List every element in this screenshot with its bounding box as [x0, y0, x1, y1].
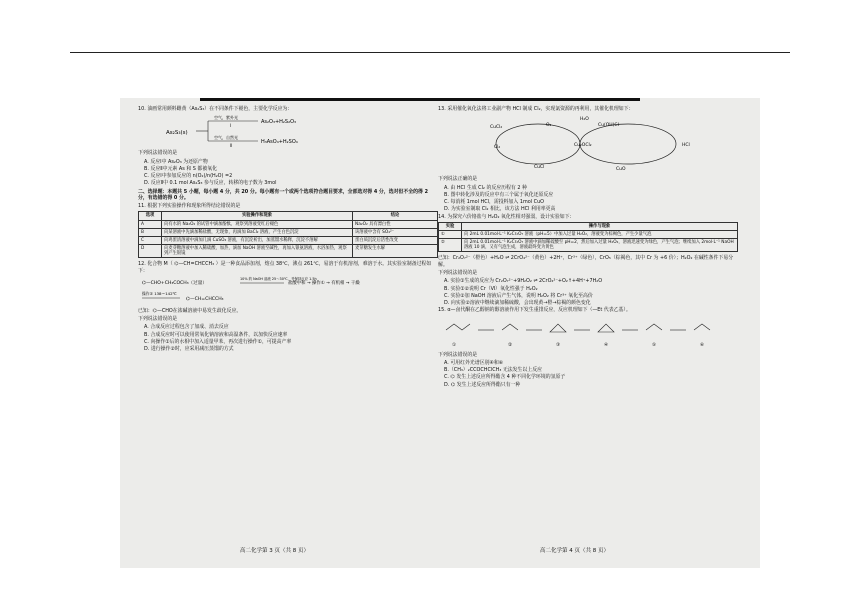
q12-stem: 12. 化合物 M（ ⌬—CH=CHCCH₃ ）是一种食品添加剂，熔点 38℃，沸点 261℃，易溶于有机溶剂，难溶于水。其实验室制备过程如下： — [138, 261, 432, 274]
q15-prompt: 下列说法错误的是 — [438, 351, 478, 358]
q15-option-a: A. 可用红外光谱区别④和⑥ — [444, 359, 504, 366]
q15-marker-1: ① — [452, 342, 457, 348]
q13-catalytic-cycle — [438, 114, 738, 174]
q14-stem: 14. 为探究六价铬盐与 H₂O₂ 氧化性相对强弱，设计实验如下： — [438, 213, 575, 220]
q13-label-h2o: H₂O — [580, 117, 589, 123]
page-footer-left: 高二化学第 3 页（共 8 页） — [240, 548, 309, 554]
q11-cell: D — [139, 245, 162, 258]
q13-stem: 13. 采用催化氧化法将工业副产物 HCl 制成 Cl₂，实现氯资源的再利用，其催化机理如下： — [438, 106, 634, 112]
q12-route-steps: 盐酸中和 → 操作① → 有机相 → 干燥 — [288, 280, 360, 286]
q14-cell: ② — [439, 239, 462, 252]
q12-known: 已知：⌬—CHO在浓碱溶液中易发生歧化反应。 — [138, 307, 242, 314]
q14-table — [438, 222, 738, 253]
q10-option-c: C. 反应Ⅰ中参加反应的 n(O₂)/n(H₂O) =2 — [144, 173, 233, 180]
q10-top-condition: 空气，紫外光 — [214, 115, 238, 121]
q11-cell: C — [139, 236, 162, 244]
q13-label-cuo: CuO — [616, 167, 626, 173]
q11-cell: 向麦芽糖溶液中加入稀硫酸，加热，滴加 NaOH 溶液至碱性，再加入银氨溶液，水浴加热，观察到产生银镜 — [162, 245, 353, 258]
q13-label-hcl: HCl — [682, 143, 690, 149]
table-row — [139, 220, 438, 228]
q14-cell: 向 2mL 0.01mol·L⁻¹ K₂Cr₂O₇ 溶液（pH=5）中加入过量 H₂O₂，溶液变为棕褐色，产生少量气泡 — [462, 231, 738, 239]
q11-cell: A — [139, 220, 162, 228]
q15-marker-2: ② — [508, 342, 513, 348]
q10-reaction-scheme — [138, 114, 438, 148]
section-2-heading: 二、选择题：本题共 5 小题，每小题 4 分，共 20 分。每小题有一个或两个选项符合题目要求，全部选对得 4 分，选对但不全的得 2 分，有选错的得 0 分。 — [138, 188, 429, 201]
q10-option-b: B. 反应Ⅱ中元素 As 和 S 都被氧化 — [144, 165, 217, 172]
q15-option-d: D. ⌬ 发生上述反应所得酯只有一种 — [444, 381, 521, 388]
q12-option-a: A. 合成反应过程包含了加成、消去反应 — [144, 324, 229, 331]
q10-bottom-product: H₃AsO₄+H₂SO₄ — [261, 139, 298, 146]
q11-cell: 向有水的 Na₂O₂ 的试管中滴加酚酞，观察到溶液变红后褪色 — [162, 220, 353, 228]
q10-option-d: D. 反应Ⅱ中 0.1 mol As₂S₃ 参与反应，转移的电子数为 3mol — [144, 180, 277, 187]
q10-bottom-label: Ⅱ — [230, 143, 232, 149]
q13-label-o2: O₂ — [546, 123, 552, 129]
q15-marker-4: ④ — [604, 342, 609, 348]
q11-table — [138, 211, 438, 258]
q10-stem: 10. 油画常用颜料雌黄（As₂S₃）在不同条件下褪色，主要化学反应为： — [138, 106, 293, 112]
q14-option-c: C. 实验②加 NaOH 溶液后产生气体，说明 H₂O₂ 将 Cr³⁺ 氧化至高价 — [444, 292, 593, 299]
q13-option-a: A. 由 HCl 生成 Cl₂ 的反应历程有 2 种 — [444, 184, 527, 191]
q12-route-step2: 操作② 138～142℃ — [142, 290, 177, 296]
q14-known: 已知：Cr₂O₇²⁻（橙色）+H₂O ⇌ 2CrO₄²⁻（黄色）+2H⁺，Cr³⁺（绿色），CrO₅（棕褐色，其中 Cr 为 +6 价）；H₂O₂ 在碱性条件下易分解。 — [438, 255, 734, 268]
q15-marker-6: ⑥ — [700, 342, 705, 348]
q11-stem: 11. 根据下列实验操作和现象所得结论错误的是 — [138, 203, 241, 210]
q13-label-cl2: Cl₂ — [494, 145, 501, 151]
q15-marker-5: ⑤ — [652, 342, 657, 348]
q11-cell: Na₂O₂ 具有漂白性 — [353, 220, 438, 228]
q10-prompt: 下列说法错误的是 — [138, 150, 178, 157]
q12-option-c: C. 向操作①后的水相中加入适量甲苯，再次进行操作①，可提高产率 — [144, 338, 292, 345]
q15-stem: 15. α—卤代酮在乙醇钠的醇溶液作用下发生重排反应，反应机理如下（—Et 代表乙基）。 — [438, 307, 631, 314]
q12-synthesis-route — [138, 276, 438, 306]
q13-option-d: D. 为实验室制取 Cl₂ 相比，该方法 HCl 利用率更高 — [444, 206, 556, 213]
q14-option-a: A. 实验①生成的反应为 Cr₂O₇²⁻+9H₂O₂ ⇌ 2CrO₄²⁻+O₂↑+4H⁺+7H₂O — [444, 278, 603, 285]
q15-option-b: B.（CH₃）₂CCOCHClCH₃ 无法发生以上反应 — [444, 367, 542, 374]
q15-option-c: C. ⌬ 发生上述反应所得酯含 4 种不同化学环境的氢原子 — [444, 374, 566, 381]
q12-route-start: ⌬—CHO+CH₃COCH₃（过量） — [142, 280, 207, 286]
q14-header-operation: 操作与现象 — [462, 222, 738, 230]
q10-bottom-condition: 空气，自然光 — [214, 135, 238, 141]
q11-header-option: 选项 — [139, 212, 162, 220]
scanned-exam-page — [120, 98, 760, 568]
q12-option-b: B. 合成反应时可以使用常氧化钠溶液和高温条件，以加快反应速率 — [144, 331, 288, 338]
q11-header-operation: 实验操作和现象 — [162, 212, 353, 220]
q13-label-cu2ocl2: Cu₂OCl₂ — [574, 143, 592, 149]
q14-cell: ① — [439, 231, 462, 239]
q12-route-end: ⌬—CH=CHCCH₃ — [186, 296, 224, 302]
table-row — [139, 236, 438, 244]
table-row — [439, 239, 738, 252]
table-row — [439, 231, 738, 239]
q10-reactant: As₂S₃(s) — [166, 130, 188, 137]
q11-cell: 向鸡蛋清溶液中滴加几滴 CuSO₄ 溶液，有沉淀析出，加蒸馏水稀释，沉淀不溶解 — [162, 236, 353, 244]
page-footer-right: 高二化学第 4 页（共 8 页） — [540, 548, 609, 554]
q13-label-cuohcl: Cu(OH)Cl — [598, 123, 619, 129]
q14-header-experiment: 实验 — [439, 222, 462, 230]
q10-option-a: A. 反应Ⅰ中 As₂O₃ 为还原产物 — [144, 158, 208, 165]
q13-prompt: 下列说法正确的是 — [438, 176, 478, 183]
q11-cell: 向某溶液中先滴加稀盐酸，无现象，再滴加 BaCl₂ 溶液，产生白色沉淀 — [162, 228, 353, 236]
left-column — [138, 106, 438, 353]
q13-label-cucl2: CuCl₂ — [490, 125, 503, 131]
q11-cell: 该溶液中含有 SO₄²⁻ — [353, 228, 438, 236]
q11-cell: 麦芽糖发生水解 — [353, 245, 438, 258]
q14-option-d: D. 向实验②溶液中继续滴加稀硫酸，会出现黄→橙→棕褐的颜色变化 — [444, 300, 591, 307]
q10-top-label: Ⅰ — [230, 123, 232, 129]
table-row — [139, 228, 438, 236]
q11-header-conclusion: 结论 — [353, 212, 438, 220]
q13-option-b: B. 图中转化涉及的反应中有三个属于氧化还原反应 — [444, 191, 554, 198]
q10-top-product: As₂O₃+H₂S₂O₃ — [261, 119, 297, 126]
q11-cell: B — [139, 228, 162, 236]
q14-option-b: B. 实验①②说明 Cr（Ⅵ）氧化性强于 H₂O₂ — [444, 285, 538, 292]
q12-route-condition: 10% 的 NaOH 溶液 25～30℃，并保持反应 1.5h — [240, 276, 317, 281]
q13-label-cucl: CuCl — [534, 165, 545, 171]
q12-prompt: 下列说法错误的是 — [138, 316, 178, 323]
q15-mechanism — [438, 316, 738, 350]
q14-prompt: 下列说法错误的是 — [438, 270, 478, 277]
q12-option-d: D. 进行操作②时，应采用减压蒸馏的方式 — [144, 346, 234, 353]
q11-cell: 蛋白质沉淀后活性改变 — [353, 236, 438, 244]
top-rule — [70, 52, 790, 53]
q13-option-c: C. 每消耗 1mol HCl，需投料加入 1mol CuO — [444, 199, 545, 206]
right-column — [438, 106, 738, 389]
q14-cell: 向 2mL 0.01mol·L⁻¹ K₂Cr₂O₇ 溶液中滴加稀硫酸至 pH=2，然后加入过量 H₂O₂，溶液迅速变为绿色，产生气泡；继续加入 2mol·L⁻¹ NaOH 溶液 10 滴，又有气泡生成，溶液最终变为黄色 — [462, 239, 738, 252]
q15-marker-3: ③ — [556, 342, 561, 348]
table-row — [139, 245, 438, 258]
